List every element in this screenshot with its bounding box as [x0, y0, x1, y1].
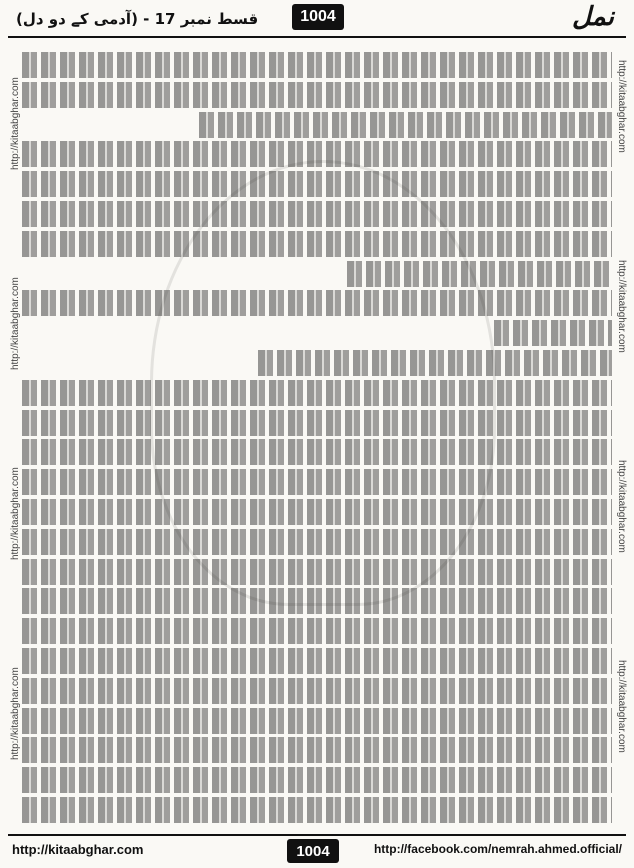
text-line — [22, 469, 612, 495]
novel-logo: نمل — [572, 2, 614, 32]
text-line — [22, 559, 612, 585]
side-url-left-2[interactable]: http://kitaabghar.com — [10, 467, 21, 560]
header-divider — [8, 36, 626, 38]
text-line — [22, 678, 612, 704]
text-line — [22, 708, 612, 734]
side-url-right-1[interactable]: http://kitaabghar.com — [616, 60, 627, 153]
text-line — [22, 737, 612, 763]
side-url-left-1[interactable]: http://kitaabghar.com — [10, 667, 21, 760]
text-line — [22, 588, 612, 614]
text-line — [22, 350, 612, 376]
text-line — [22, 380, 612, 406]
text-line — [22, 82, 612, 108]
footer-divider — [8, 834, 626, 836]
footer-page-number: 1004 — [287, 839, 339, 863]
text-line — [22, 171, 612, 197]
text-line — [22, 410, 612, 436]
urdu-body-text — [22, 52, 612, 828]
side-url-right-2[interactable]: http://kitaabghar.com — [616, 260, 627, 353]
text-line — [22, 797, 612, 823]
footer-facebook-link[interactable]: http://facebook.com/nemrah.ahmed.official/ — [373, 842, 622, 856]
text-line — [22, 767, 612, 793]
footer-website-link[interactable]: http://kitaabghar.com — [12, 842, 144, 857]
side-url-left-3[interactable]: http://kitaabghar.com — [10, 277, 21, 370]
text-line — [22, 231, 612, 257]
text-line — [22, 499, 612, 525]
side-url-left-4[interactable]: http://kitaabghar.com — [10, 77, 21, 170]
text-line — [22, 52, 612, 78]
text-line — [22, 201, 612, 227]
text-line — [22, 320, 612, 346]
episode-title: قسط نمبر 17 - (آدمی کے دو دل) — [16, 10, 259, 28]
text-line — [22, 618, 612, 644]
text-line — [22, 261, 612, 287]
text-line — [22, 112, 612, 138]
text-line — [22, 141, 612, 167]
text-line — [22, 529, 612, 555]
header-page-number: 1004 — [292, 4, 344, 30]
side-url-right-4[interactable]: http://kitaabghar.com — [616, 660, 627, 753]
side-url-right-3[interactable]: http://kitaabghar.com — [616, 460, 627, 553]
text-line — [22, 648, 612, 674]
text-line — [22, 439, 612, 465]
text-line — [22, 290, 612, 316]
